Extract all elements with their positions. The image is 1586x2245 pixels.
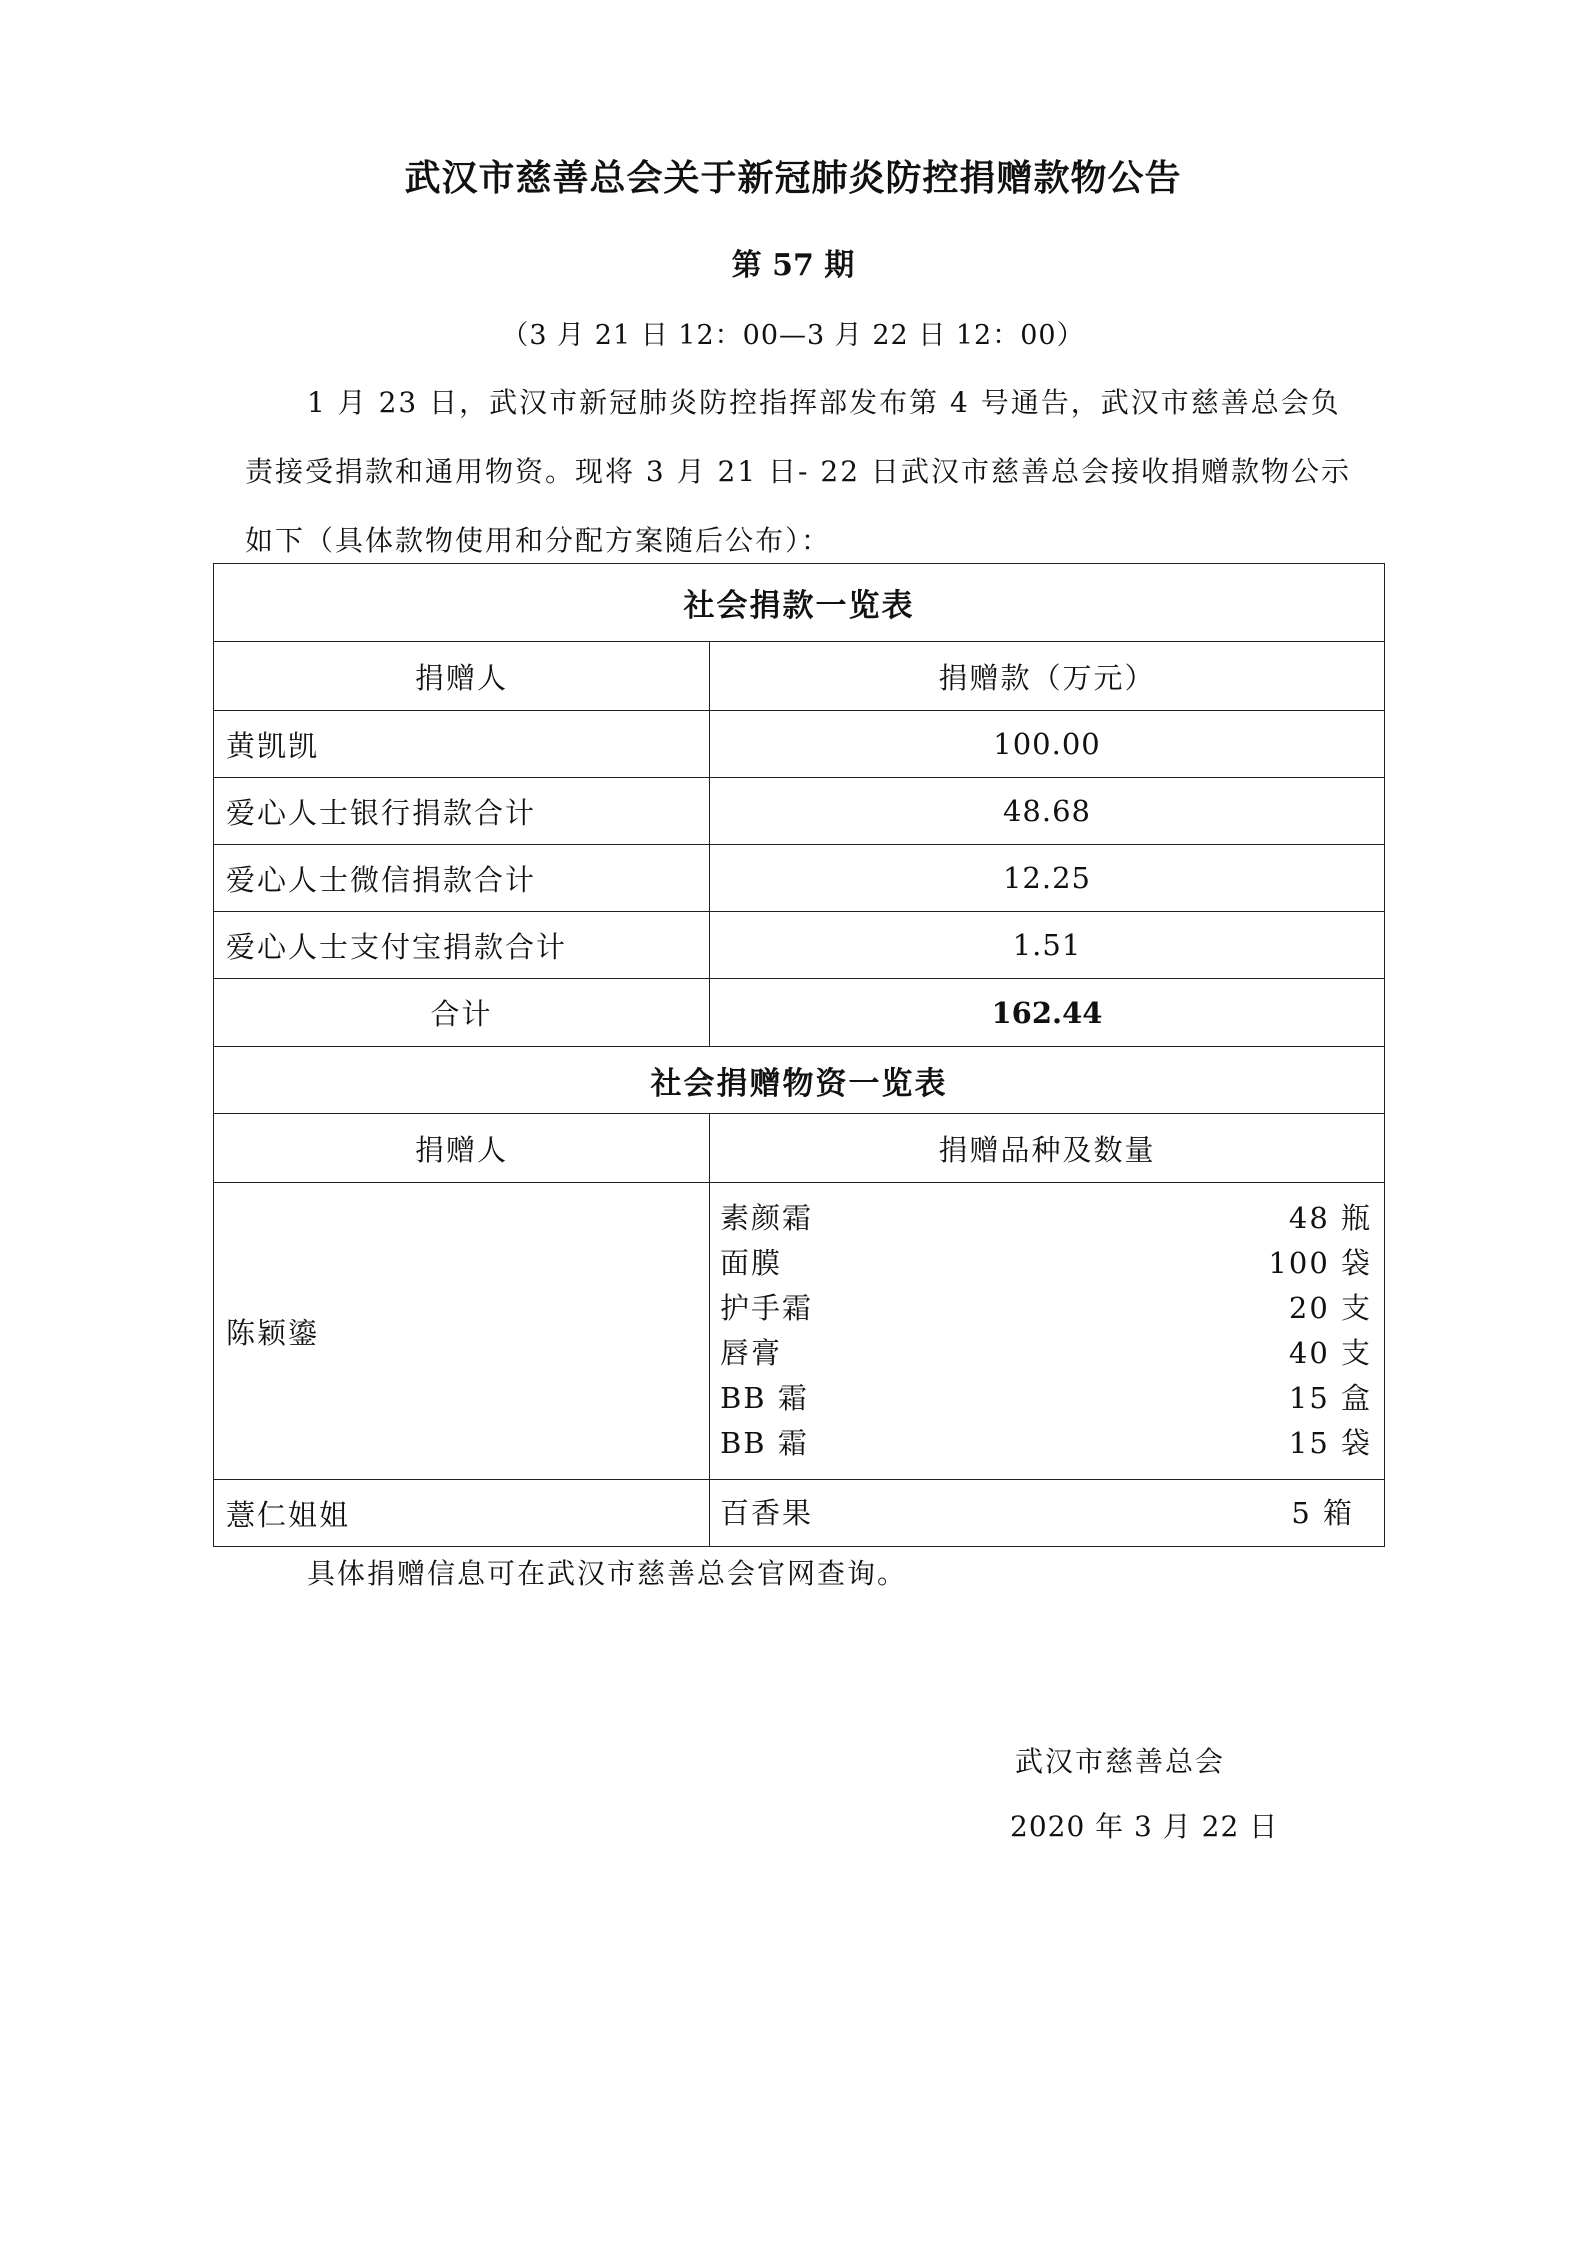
footnote: 具体捐赠信息可在武汉市慈善总会官网查询。 (307, 1557, 908, 1590)
table-row (214, 778, 1385, 845)
cash-col-amount-header: 捐赠款（万元） (710, 642, 1385, 711)
document-title: 武汉市慈善总会关于新冠肺炎防控捐赠款物公告 (404, 157, 1182, 199)
item-quantity: 5 箱 (1291, 1495, 1354, 1530)
table-row (214, 845, 1385, 912)
donor-name: 爱心人士微信捐款合计 (214, 845, 710, 912)
donated-items-cell (710, 1480, 1385, 1547)
donated-items-list (720, 1196, 1372, 1466)
issue-number: 第 57 期 (731, 248, 855, 283)
list-item (720, 1376, 1372, 1421)
table-row (214, 1480, 1385, 1547)
signature-date: 2020 年 3 月 22 日 (1010, 1810, 1279, 1843)
item-name: 百香果 (720, 1495, 814, 1530)
donation-amount: 48.68 (710, 778, 1385, 845)
table-row (214, 1183, 1385, 1480)
item-quantity: 100 袋 (1268, 1246, 1372, 1280)
item-quantity: 15 盒 (1288, 1381, 1372, 1415)
item-quantity: 48 瓶 (1288, 1201, 1372, 1235)
item-name: 护手霜 (720, 1291, 814, 1325)
intro-paragraph (245, 368, 1365, 575)
cash-col-donor-header: 捐赠人 (214, 642, 710, 711)
goods-table-header-row (214, 1114, 1385, 1183)
item-name: 面膜 (720, 1246, 783, 1280)
reporting-period: （3 月 21 日 12：00—3 月 22 日 12：00） (501, 320, 1085, 351)
table-row (214, 711, 1385, 778)
donation-amount: 12.25 (710, 845, 1385, 912)
donated-items-list (720, 1491, 1354, 1536)
list-item (720, 1286, 1372, 1331)
item-quantity: 40 支 (1288, 1336, 1372, 1370)
donor-name: 爱心人士银行捐款合计 (214, 778, 710, 845)
list-item (720, 1331, 1372, 1376)
cash-total-label: 合计 (214, 979, 710, 1047)
donated-items-cell (710, 1183, 1385, 1480)
donor-name: 爱心人士支付宝捐款合计 (214, 912, 710, 979)
item-name: 素颜霜 (720, 1201, 814, 1235)
goods-table-title: 社会捐赠物资一览表 (214, 1047, 1385, 1114)
list-item (720, 1421, 1372, 1466)
donation-amount: 1.51 (710, 912, 1385, 979)
list-item (720, 1241, 1372, 1286)
signature-organization: 武汉市慈善总会 (1015, 1745, 1226, 1778)
cash-table-title: 社会捐款一览表 (214, 564, 1385, 642)
item-quantity: 15 袋 (1288, 1426, 1372, 1460)
donation-amount: 100.00 (710, 711, 1385, 778)
cash-total-row (214, 979, 1385, 1047)
goods-table-title-row (214, 1047, 1385, 1114)
goods-col-items-header: 捐赠品种及数量 (710, 1114, 1385, 1183)
table-row (214, 912, 1385, 979)
item-name: BB 霜 (720, 1426, 809, 1460)
cash-total-amount: 162.44 (710, 979, 1385, 1047)
goods-col-donor-header: 捐赠人 (214, 1114, 710, 1183)
donor-name: 黄凯凯 (214, 711, 710, 778)
donations-table (213, 563, 1385, 1547)
cash-table-header-row (214, 642, 1385, 711)
intro-text: 1 月 23 日，武汉市新冠肺炎防控指挥部发布第 4 号通告，武汉市慈善总会负责接受捐款和通用物资。现将 3 月 21 日- 22 日武汉市慈善总会接收捐赠款物公示如下（具体款物使用和分配方案随后公布）： (245, 386, 1351, 557)
item-name: BB 霜 (720, 1381, 809, 1415)
donor-name: 陈颖鎏 (214, 1183, 710, 1480)
item-name: 唇膏 (720, 1336, 783, 1370)
list-item (720, 1491, 1354, 1536)
donor-name: 薏仁姐姐 (214, 1480, 710, 1547)
cash-table-title-row (214, 564, 1385, 642)
list-item (720, 1196, 1372, 1241)
item-quantity: 20 支 (1288, 1291, 1372, 1325)
